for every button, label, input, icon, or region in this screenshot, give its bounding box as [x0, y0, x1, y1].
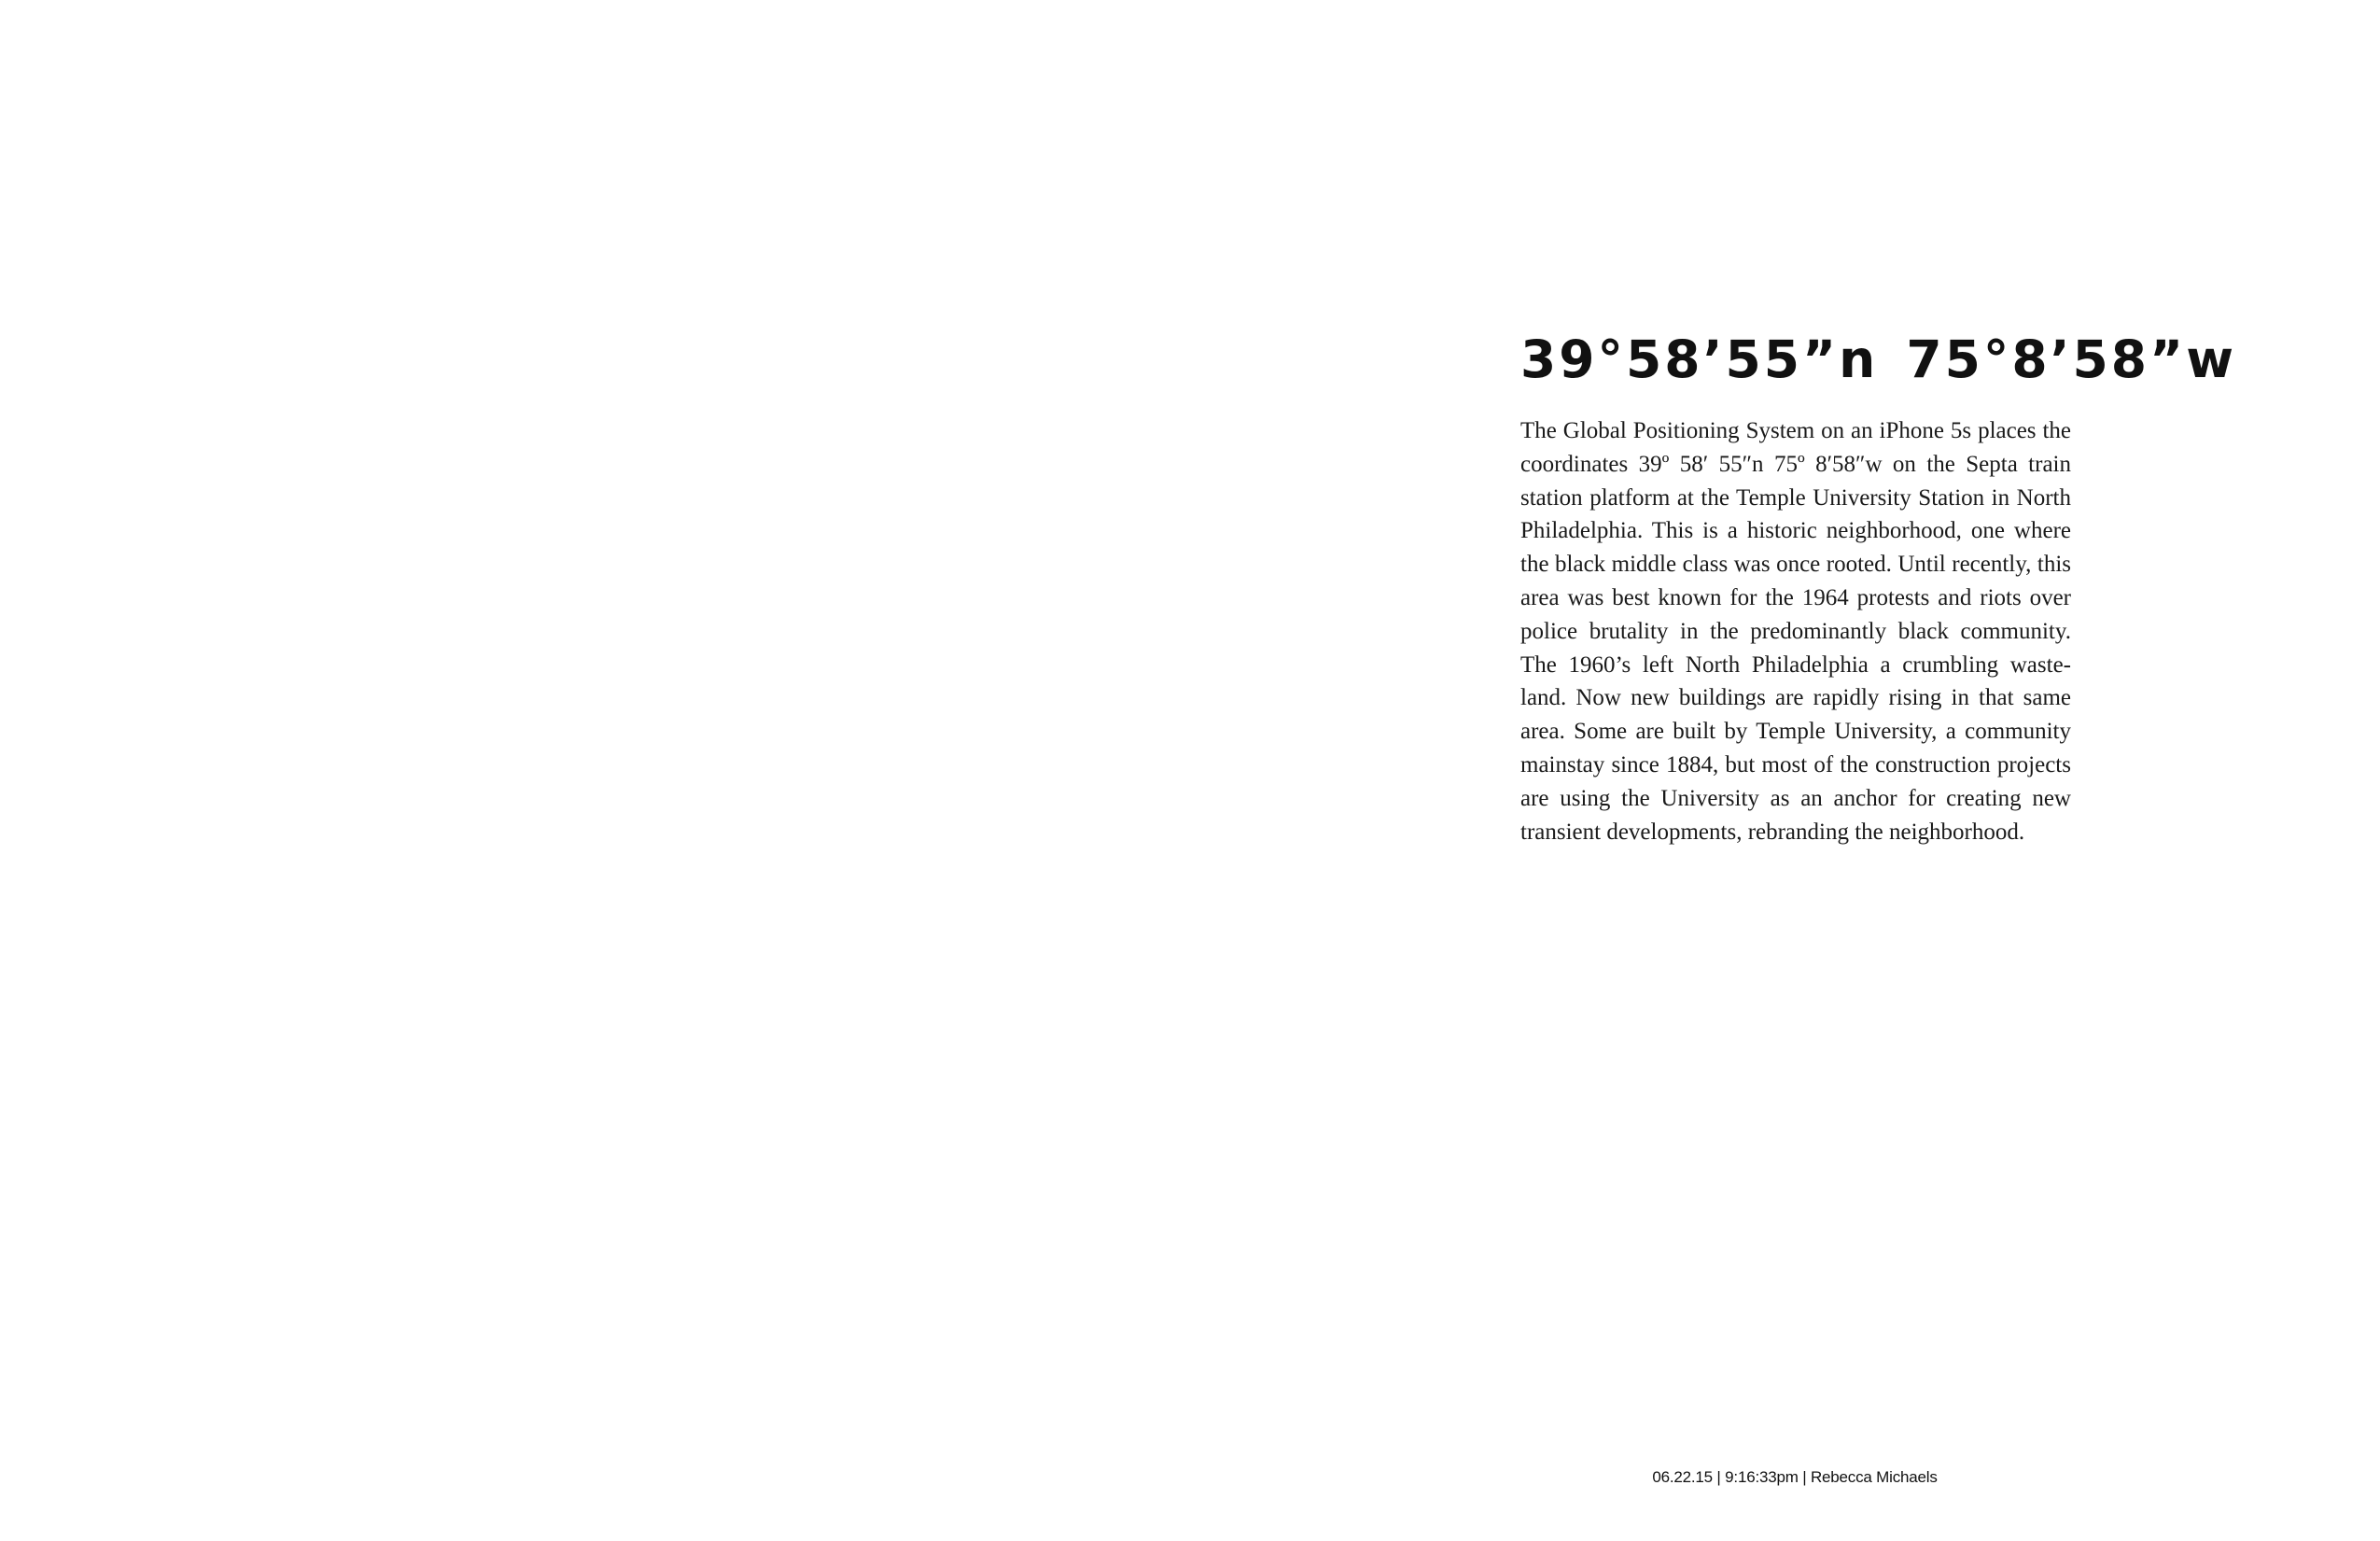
longitude-text: 75°8’58”w [1906, 329, 2237, 389]
latitude-text: 39°58’55”n [1520, 329, 1879, 389]
photo-caption: 06.22.15 | 9:16:33pm | Rebecca Michaels [1652, 1468, 1938, 1486]
coordinates-heading [1520, 327, 2237, 392]
body-paragraph: The Global Positioning System on an iPhone 5s places the coordinates 39º 58′ 55″n 75º 8′58″w on the Septa train station platform at the Temple University Station in North Philadelphia. This is a historic neighborhood, one where the black middle class was once rooted. Until recently, this area was best known for the 1964 protests and riots over police brutality in the predominantly black community. The 1960’s left North Philadelphia a crumbling waste-land. Now new buildings are rapidly rising in that same area. Some are built by Temple University, a community mainstay since 1884, but most of the construction projects are using the University as an anchor for creating new transient developments, rebranding the neighborhood. [1520, 418, 2071, 845]
